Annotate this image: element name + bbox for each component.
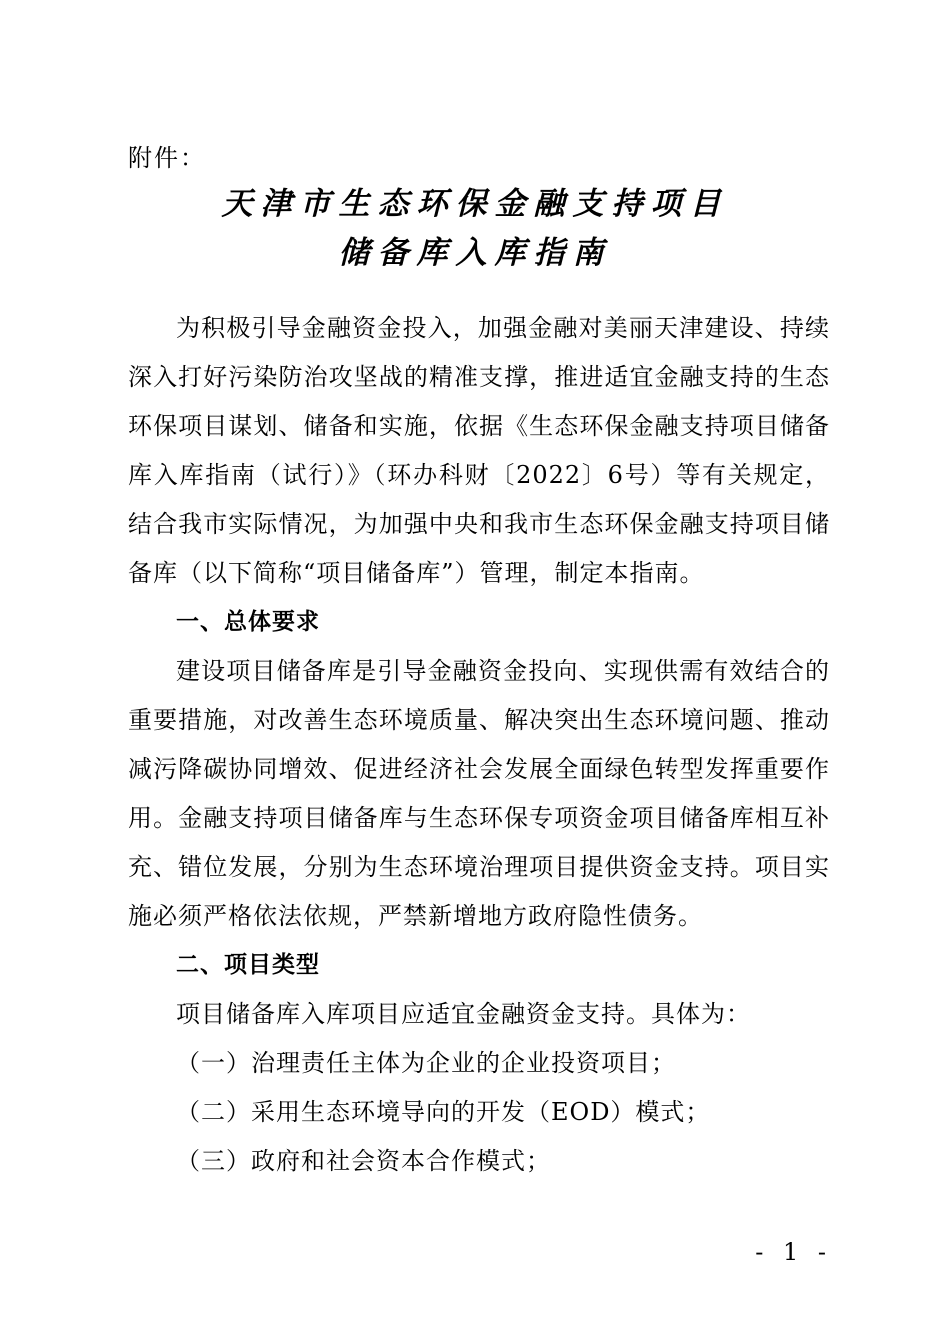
page-number: - 1 - (755, 1238, 832, 1266)
document-body (128, 304, 830, 1186)
attachment-label: 附件： (128, 144, 206, 172)
section-heading-project-types: 二、项目类型 (176, 952, 320, 978)
list-item: （一）治理责任主体为企业的企业投资项目； (176, 1049, 676, 1077)
section-heading-general-requirements: 一、总体要求 (176, 609, 320, 635)
list-item: （二）采用生态环境导向的开发（EOD）模式； (176, 1098, 711, 1126)
document-title-line2: 储备库入库指南 (338, 235, 612, 271)
intro-paragraph: 为积极引导金融资金投入，加强金融对美丽天津建设、持续深入打好污染防治攻坚战的精准支撑，推进适宜金融支持的生态环保项目谋划、储备和实施，依据《生态环保金融支持项目储备库入库指南（试行）》（环办科财〔2022〕6号）等有关规定，结合我市实际情况，为加强中央和我市生态环保金融支持项目储备库（以下简称“项目储备库”）管理，制定本指南。 (128, 314, 830, 587)
general-requirements-paragraph: 建设项目储备库是引导金融资金投向、实现供需有效结合的重要措施，对改善生态环境质量、解决突出生态环境问题、推动减污降碳协同增效、促进经济社会发展全面绿色转型发挥重要作用。金融支持项目储备库与生态环保专项资金项目储备库相互补充、错位发展，分别为生态环境治理项目提供资金支持。项目实施必须严格依法依规，严禁新增地方政府隐性债务。 (128, 657, 830, 930)
list-item: （三）政府和社会资本合作模式； (176, 1147, 551, 1175)
project-types-paragraph: 项目储备库入库项目应适宜金融资金支持。具体为： (176, 1000, 751, 1028)
document-title-line1: 天津市生态环保金融支持项目 (221, 186, 729, 222)
